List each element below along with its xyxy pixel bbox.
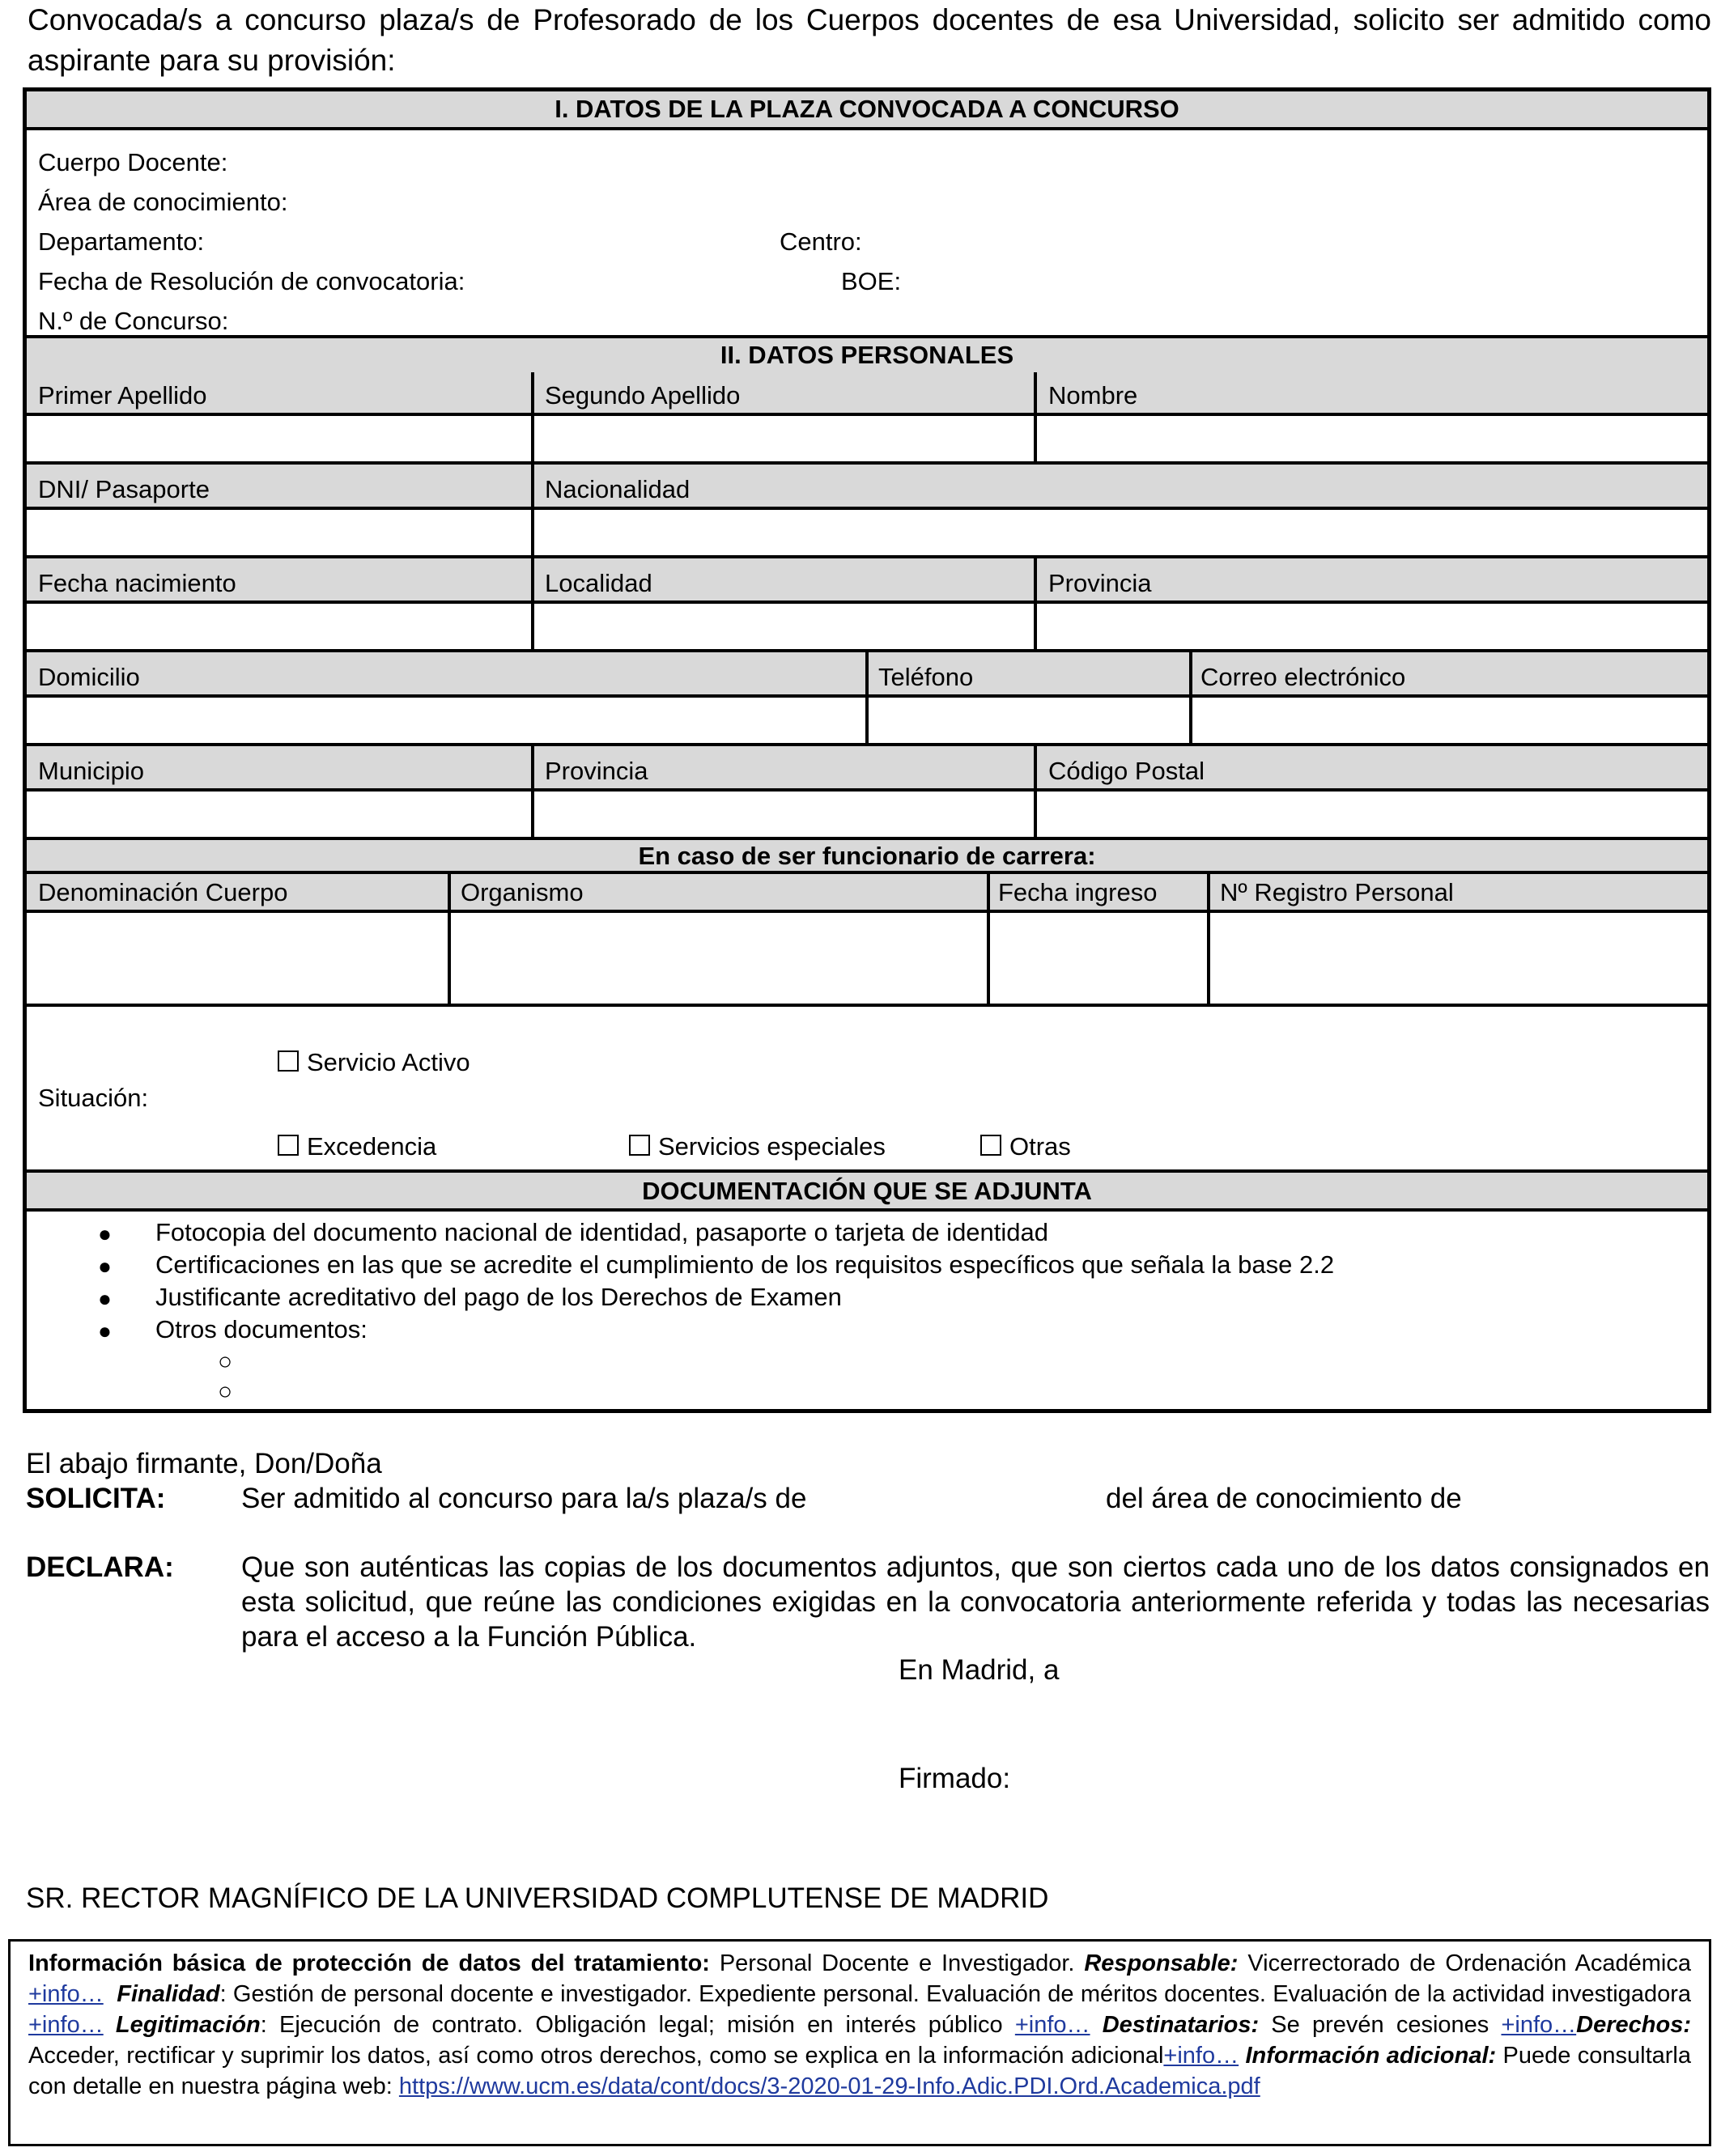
solicita-label: SOLICITA: bbox=[26, 1483, 166, 1514]
provincia-label: Provincia bbox=[1048, 569, 1152, 597]
documentacion-title: DOCUMENTACIÓN QUE SE ADJUNTA bbox=[27, 1169, 1707, 1212]
codigo-postal-label: Código Postal bbox=[1048, 757, 1205, 785]
area-text: del área de conocimiento de bbox=[1106, 1483, 1462, 1514]
municipio-label: Municipio bbox=[38, 757, 144, 785]
bullet-icon: ● bbox=[98, 1254, 112, 1279]
firmado-label: Firmado: bbox=[899, 1763, 1011, 1794]
registro-label: Nº Registro Personal bbox=[1220, 878, 1454, 906]
doc-item-2: Certificaciones en las que se acredite el cumplimiento de los requisitos específicos que señala la base 2.2 bbox=[155, 1250, 1335, 1279]
destinatario: SR. RECTOR MAGNÍFICO DE LA UNIVERSIDAD COMPLUTENSE DE MADRID bbox=[26, 1882, 1049, 1914]
centro-label: Centro: bbox=[780, 227, 862, 256]
checkbox-icon[interactable] bbox=[278, 1050, 299, 1072]
firmante-text: El abajo firmante, Don/Doña bbox=[26, 1448, 382, 1479]
doc-item-4: Otros documentos: bbox=[155, 1315, 368, 1343]
primer-apellido-label: Primer Apellido bbox=[38, 381, 207, 410]
servicios-especiales-option[interactable]: Servicios especiales bbox=[629, 1132, 886, 1161]
info-link[interactable]: +info… bbox=[28, 1981, 104, 2007]
provincia2-label: Provincia bbox=[545, 757, 648, 785]
checkbox-icon[interactable] bbox=[278, 1135, 299, 1156]
area-label: Área de conocimiento: bbox=[38, 188, 288, 216]
declara-label: DECLARA: bbox=[26, 1551, 174, 1583]
info-link[interactable]: +info… bbox=[1501, 2012, 1577, 2038]
organismo-label: Organismo bbox=[461, 878, 584, 906]
checkbox-icon[interactable] bbox=[980, 1135, 1001, 1156]
segundo-apellido-label: Segundo Apellido bbox=[545, 381, 741, 410]
doc-item-1: Fotocopia del documento nacional de identidad, pasaporte o tarjeta de identidad bbox=[155, 1218, 1049, 1246]
telefono-label: Teléfono bbox=[878, 663, 974, 691]
correo-label: Correo electrónico bbox=[1200, 663, 1406, 691]
checkbox-icon[interactable] bbox=[629, 1135, 650, 1156]
section2-title: II. DATOS PERSONALES bbox=[27, 335, 1707, 376]
denominacion-label: Denominación Cuerpo bbox=[38, 878, 288, 906]
intro-text: Convocada/s a concurso plaza/s de Profesorado de los Cuerpos docentes de esa Universidad, solicito ser admitido como aspirante para su provisión: bbox=[28, 3, 1711, 77]
bullet-icon: ● bbox=[98, 1286, 112, 1311]
section1-title: I. DATOS DE LA PLAZA CONVOCADA A CONCURSO bbox=[27, 88, 1707, 130]
otras-option[interactable]: Otras bbox=[980, 1132, 1071, 1161]
dni-label: DNI/ Pasaporte bbox=[38, 475, 210, 503]
boe-label: BOE: bbox=[841, 267, 902, 295]
lugar-fecha: En Madrid, a bbox=[899, 1654, 1060, 1686]
cuerpo-docente-label: Cuerpo Docente: bbox=[38, 148, 228, 176]
declara-text: Que son auténticas las copias de los documentos adjuntos, que son ciertos cada uno de los datos consignados en esta solicitud, que reúne las condiciones exigidas en la convocatoria anteriormente referida y todas las necesarias para el acceso a la Función Pública. bbox=[241, 1551, 1710, 1653]
fecha-resolucion-label: Fecha de Resolución de convocatoria: bbox=[38, 267, 465, 295]
sub-bullet-icon: ○ bbox=[218, 1378, 233, 1405]
nombre-label: Nombre bbox=[1048, 381, 1138, 410]
servicio-activo-option[interactable]: Servicio Activo bbox=[278, 1048, 470, 1077]
nacionalidad-label: Nacionalidad bbox=[545, 475, 691, 503]
additional-info-url[interactable]: https://www.ucm.es/data/cont/docs/3-2020-01-29-Info.Adic.PDI.Ord.Academica.pdf bbox=[398, 2073, 1260, 2099]
excedencia-option[interactable]: Excedencia bbox=[278, 1132, 436, 1161]
domicilio-label: Domicilio bbox=[38, 663, 140, 691]
doc-item-3: Justificante acreditativo del pago de los Derechos de Examen bbox=[155, 1283, 842, 1311]
info-link[interactable]: +info… bbox=[1163, 2043, 1239, 2069]
fecha-nacimiento-label: Fecha nacimiento bbox=[38, 569, 236, 597]
departamento-label: Departamento: bbox=[38, 227, 205, 256]
funcionario-title: En caso de ser funcionario de carrera: bbox=[27, 837, 1707, 874]
application-form bbox=[23, 87, 1711, 1413]
bullet-icon: ● bbox=[98, 1221, 112, 1246]
info-link[interactable]: +info… bbox=[28, 2012, 104, 2038]
info-link[interactable]: +info… bbox=[1014, 2012, 1090, 2038]
localidad-label: Localidad bbox=[545, 569, 652, 597]
concurso-label: N.º de Concurso: bbox=[38, 307, 229, 335]
bullet-icon: ● bbox=[98, 1318, 112, 1343]
situacion-label: Situación: bbox=[38, 1084, 149, 1112]
sub-bullet-icon: ○ bbox=[218, 1348, 233, 1375]
fecha-ingreso-label: Fecha ingreso bbox=[998, 878, 1158, 906]
solicita-text: Ser admitido al concurso para la/s plaza/s de bbox=[241, 1483, 807, 1514]
data-protection-box: Información básica de protección de datos del tratamiento: Personal Docente e Investigador. Responsable: Vicerrectorado de Ordenación Académica +info… Finalidad: Gestión de personal docente e investigador. Expediente personal. Evaluación de méritos docentes. Evaluación de la actividad investigadora +info… Legitimación: Ejecución de contrato. Obligación legal; misión en interés público +info… Destinatarios: Se prevén cesiones +info…Derechos: Acceder, rectificar y suprimir los datos, así como otros derechos, como se explica en la información adicional+info… Información adicional: Puede consultarla con detalle en nuestra página web: https://www.ucm.es/data/cont/docs/3-2020-01-29-Info.Adic.PDI.Ord.Academica.pdf bbox=[8, 1939, 1711, 2146]
